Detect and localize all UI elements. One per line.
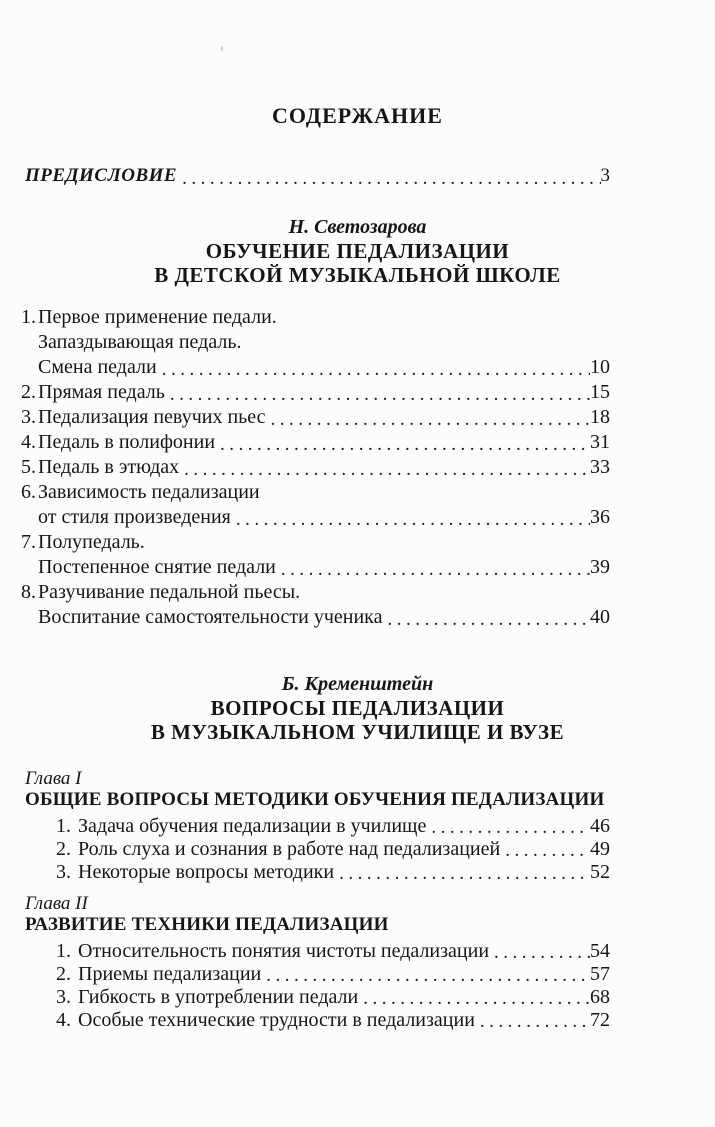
toc-line — [21, 305, 610, 330]
chapter-2 — [0, 893, 715, 1032]
item-text: Гибкость в употреблении педали — [78, 986, 359, 1008]
toc-item — [0, 305, 715, 380]
toc-line — [56, 861, 610, 884]
book1-toc-list — [0, 305, 715, 630]
toc-item — [0, 861, 715, 884]
dot-leader — [182, 172, 600, 185]
toc-item — [0, 815, 715, 838]
item-number: 3. — [56, 986, 71, 1008]
toc-line — [56, 1009, 610, 1032]
item-page-number: 10 — [590, 356, 610, 378]
toc-line — [56, 815, 610, 838]
toc-item — [0, 1009, 715, 1032]
toc-item — [0, 530, 715, 580]
book1-title — [0, 239, 715, 287]
item-text: Некоторые вопросы методики — [78, 861, 335, 883]
dot-leader — [220, 438, 590, 451]
chapter-1 — [0, 768, 715, 884]
dot-leader — [387, 613, 590, 626]
toc-line — [21, 430, 610, 455]
book2-author: Б. Кременштейн — [281, 673, 434, 695]
toc-line — [21, 480, 610, 505]
dot-leader — [505, 844, 590, 857]
item-text: Смена педали — [38, 356, 157, 378]
item-text: Педаль в полифонии — [38, 431, 216, 453]
toc-line — [21, 530, 610, 555]
item-page-number: 52 — [590, 861, 610, 883]
chapter-1-label: Глава I — [25, 768, 82, 789]
item-text: Задача обучения педализации в училище — [78, 815, 427, 837]
toc-item — [0, 405, 715, 430]
book1-author: Н. Светозарова — [288, 216, 427, 238]
item-page-number: 72 — [590, 1009, 610, 1031]
toc-item — [0, 986, 715, 1009]
dot-leader — [170, 388, 590, 401]
toc-line — [21, 405, 610, 430]
item-text: Постепенное снятие педали — [38, 556, 276, 578]
toc-item — [0, 940, 715, 963]
item-page-number: 15 — [590, 381, 610, 403]
book2-title-line1: ВОПРОСЫ ПЕДАЛИЗАЦИИ — [210, 696, 505, 720]
dot-leader — [339, 867, 590, 880]
toc-line — [56, 963, 610, 986]
item-text: Педализация певучих пьес — [38, 406, 266, 428]
chapter-1-heading: ОБЩИЕ ВОПРОСЫ МЕТОДИКИ ОБУЧЕНИЯ ПЕДАЛИЗАЦИИ — [25, 789, 605, 810]
toc-line — [21, 455, 610, 480]
item-number: 4. — [21, 431, 36, 453]
toc-item — [0, 838, 715, 861]
dot-leader — [480, 1015, 590, 1028]
item-text: Первое применение педали. — [38, 306, 277, 328]
item-number: 1. — [56, 940, 71, 962]
toc-item — [0, 455, 715, 480]
toc-line — [21, 505, 610, 530]
toc-line — [56, 986, 610, 1009]
preface-page-number: 3 — [600, 165, 610, 186]
item-number: 2. — [56, 838, 71, 860]
scan-artifact — [221, 46, 223, 51]
item-text: Разучивание педальной пьесы. — [38, 581, 301, 603]
dot-leader — [281, 563, 590, 576]
dot-leader — [494, 946, 590, 959]
toc-line — [21, 330, 610, 355]
dot-leader — [363, 992, 590, 1005]
chapter-2-toc-list — [0, 940, 715, 1032]
toc-item — [0, 380, 715, 405]
item-number: 3. — [21, 406, 36, 428]
toc-line — [21, 605, 610, 630]
chapter-2-label: Глава II — [25, 893, 88, 914]
item-number: 1. — [21, 306, 36, 328]
dot-leader — [184, 463, 590, 476]
item-page-number: 57 — [590, 963, 610, 985]
toc-line — [21, 380, 610, 405]
chapter-2-heading: РАЗВИТИЕ ТЕХНИКИ ПЕДАЛИЗАЦИИ — [25, 914, 389, 935]
item-page-number: 33 — [590, 456, 610, 478]
toc-line — [56, 838, 610, 861]
toc-line — [21, 580, 610, 605]
item-number: 6. — [21, 481, 36, 503]
item-text: Запаздывающая педаль. — [38, 331, 242, 353]
book1-title-line2: В ДЕТСКОЙ МУЗЫКАЛЬНОЙ ШКОЛЕ — [154, 263, 561, 287]
toc-line — [21, 555, 610, 580]
dot-leader — [431, 821, 590, 834]
item-page-number: 40 — [590, 606, 610, 628]
item-page-number: 54 — [590, 940, 610, 962]
item-number: 2. — [56, 963, 71, 985]
book2-title — [0, 696, 715, 744]
dot-leader — [162, 363, 590, 376]
item-number: 2. — [21, 381, 36, 403]
item-number: 4. — [56, 1009, 71, 1031]
item-text: Приемы педализации — [78, 963, 262, 985]
page-title: СОДЕРЖАНИЕ — [272, 103, 443, 128]
item-number: 3. — [56, 861, 71, 883]
item-text: Прямая педаль — [38, 381, 165, 403]
chapter-1-toc-list — [0, 815, 715, 884]
item-text: Педаль в этюдах — [38, 456, 180, 478]
item-text: Воспитание самостоятельности ученика — [38, 606, 383, 628]
toc-item — [0, 480, 715, 530]
item-page-number: 31 — [590, 431, 610, 453]
item-page-number: 49 — [590, 838, 610, 860]
book2-title-line2: В МУЗЫКАЛЬНОМ УЧИЛИЩЕ И ВУЗЕ — [150, 720, 565, 744]
item-text: Роль слуха и сознания в работе над педализацией — [78, 838, 501, 860]
item-number: 7. — [21, 531, 36, 553]
toc-item — [0, 430, 715, 455]
item-text: Зависимость педализации — [38, 481, 260, 503]
dot-leader — [266, 969, 590, 982]
toc-line — [21, 355, 610, 380]
item-page-number: 46 — [590, 815, 610, 837]
item-number: 1. — [56, 815, 71, 837]
item-text: Относительность понятия чистоты педализации — [78, 940, 490, 962]
item-page-number: 39 — [590, 556, 610, 578]
item-text: от стиля произведения — [38, 506, 231, 528]
item-page-number: 68 — [590, 986, 610, 1008]
item-page-number: 18 — [590, 406, 610, 428]
dot-leader — [236, 513, 590, 526]
item-text: Особые технические трудности в педализации — [78, 1009, 475, 1031]
preface-row — [25, 163, 610, 189]
toc-line — [56, 940, 610, 963]
item-number: 5. — [21, 456, 36, 478]
book1-title-line1: ОБУЧЕНИЕ ПЕДАЛИЗАЦИИ — [205, 239, 510, 263]
item-number: 8. — [21, 581, 36, 603]
toc-item — [0, 580, 715, 630]
dot-leader — [271, 413, 590, 426]
item-text: Полупедаль. — [38, 531, 145, 553]
toc-item — [0, 963, 715, 986]
item-page-number: 36 — [590, 506, 610, 528]
preface-label: ПРЕДИСЛОВИЕ — [25, 165, 178, 186]
